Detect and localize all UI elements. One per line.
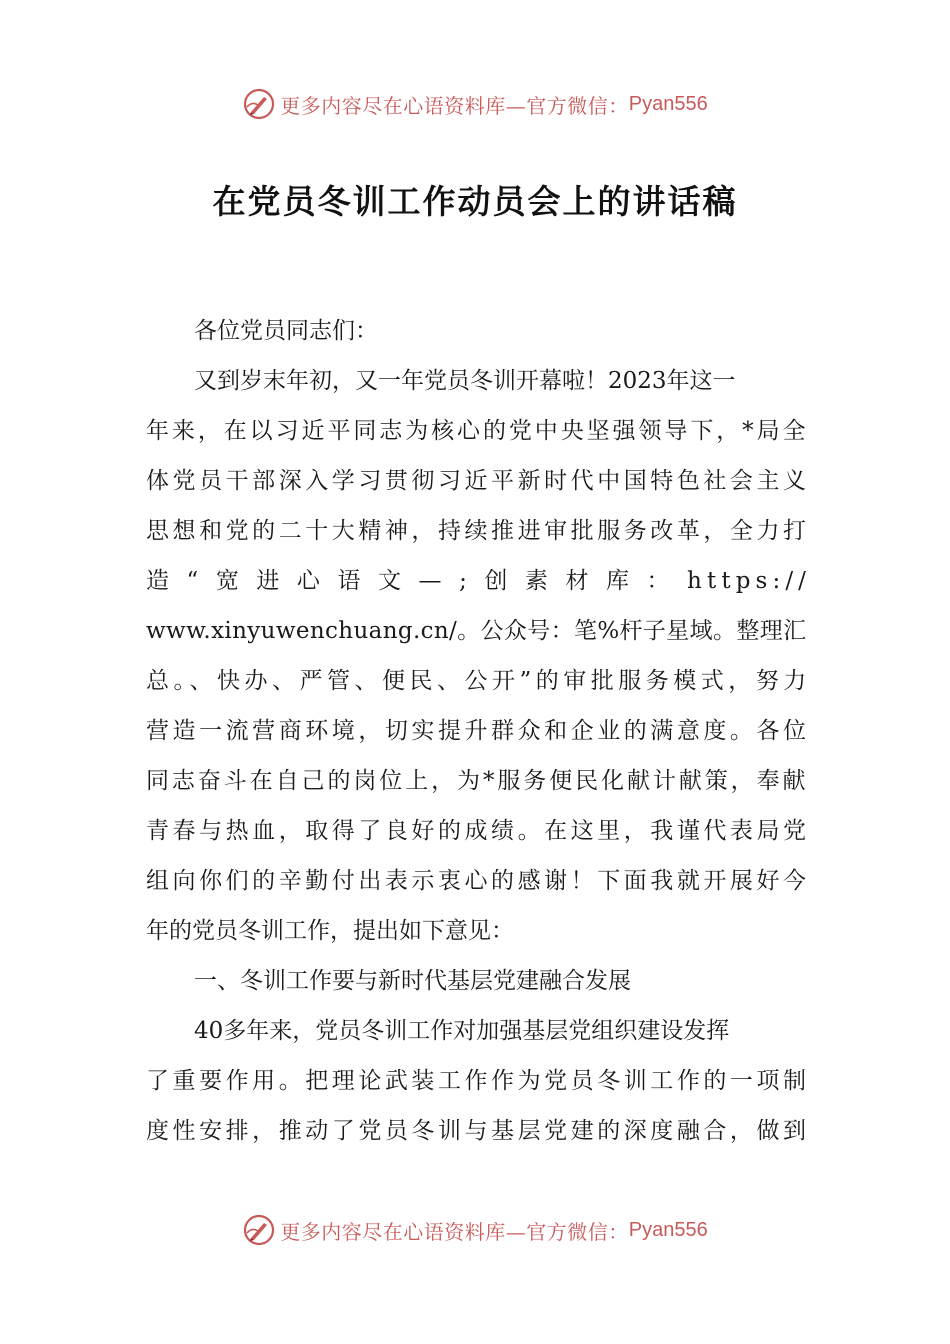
paragraph-line: 体党员干部深入学习贯彻习近平新时代中国特色社会主义 [146, 468, 810, 494]
pen-circle-logo-icon [242, 87, 276, 121]
watermark-wechat-id: Pyan556 [628, 1218, 708, 1241]
watermark-text: 更多内容尽在心语资料库—官方微信： [280, 93, 629, 118]
paragraph-line: 思想和党的二十大精神，持续推进审批服务改革，全力打 [146, 518, 810, 544]
paragraph-line: 年的党员冬训工作，提出如下意见： [146, 918, 514, 944]
watermark-text: 更多内容尽在心语资料库—官方微信： [280, 1219, 629, 1244]
paragraph-line: 营造一流营商环境，切实提升群众和企业的满意度。各位 [146, 718, 810, 744]
pen-circle-logo-icon [242, 1213, 276, 1247]
paragraph-line: 总。、快办、严管、便民、公开”的审批服务模式，努力 [146, 668, 811, 694]
paragraph-line: 组向你们的辛勤付出表示衷心的感谢！下面我就开展好今 [146, 868, 810, 894]
paragraph-line-link: 造 “ 宽 进 心 语 文 — ; 创 素 材 库 ： https:// [146, 568, 812, 594]
header-watermark [0, 82, 950, 126]
document-title: 在党员冬训工作动员会上的讲话稿 [212, 182, 738, 221]
paragraph-line: 同志奋斗在自己的岗位上，为*服务便民化献计献策，奉献 [146, 768, 809, 794]
salutation: 各位党员同志们： [194, 318, 378, 344]
footer-watermark [0, 1208, 950, 1252]
document-body [146, 306, 812, 1156]
watermark-wechat-id: Pyan556 [628, 92, 708, 115]
paragraph-line: www.xinyuwenchuang.cn/。公众号：笔%杆子星域。整理汇 [146, 618, 807, 644]
paragraph-line: 又到岁末年初，又一年党员冬训开幕啦！2023年这一 [194, 368, 736, 394]
paragraph-line: 度性安排，推动了党员冬训与基层党建的深度融合，做到 [146, 1118, 810, 1144]
paragraph-line: 青春与热血，取得了良好的成绩。在这里，我谨代表局党 [146, 818, 810, 844]
paragraph-line: 了重要作用。把理论武装工作作为党员冬训工作的一项制 [146, 1068, 810, 1094]
paragraph-line: 40多年来，党员冬训工作对加强基层党组织建设发挥 [194, 1018, 730, 1044]
section-heading: 一、冬训工作要与新时代基层党建融合发展 [194, 968, 631, 994]
paragraph-line: 年来，在以习近平同志为核心的党中央坚强领导下，*局全 [146, 418, 809, 444]
